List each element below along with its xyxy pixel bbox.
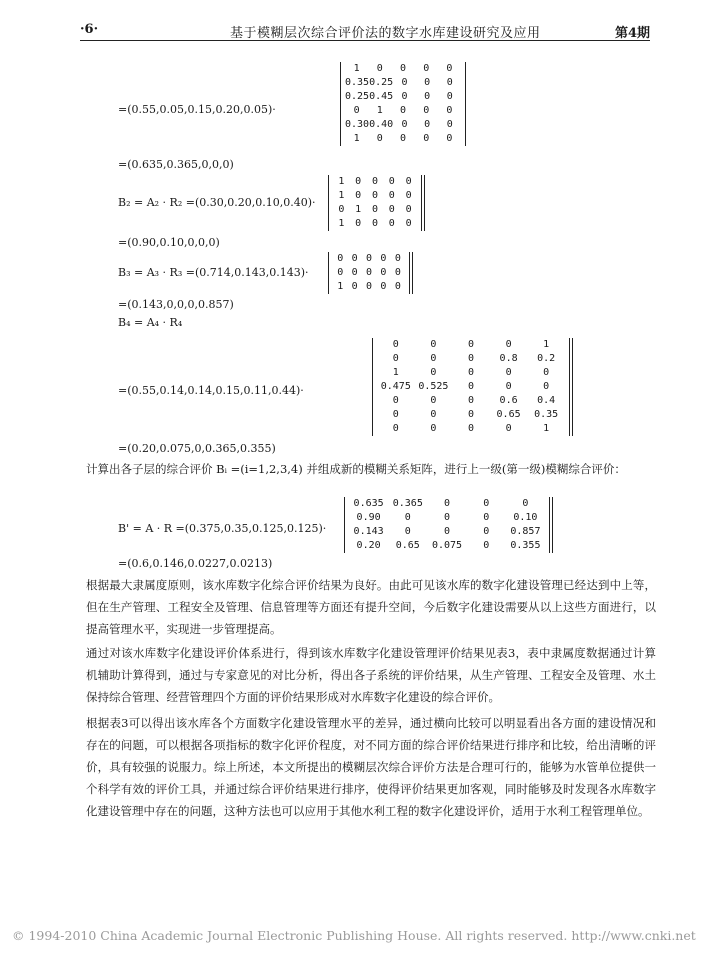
matrix-row — [329, 175, 421, 189]
matrix-cell: 0 — [430, 353, 437, 364]
matrix-row — [341, 76, 465, 90]
matrix-row — [373, 380, 569, 394]
matrix-cell: 0 — [543, 381, 550, 392]
matrix-cell: 0 — [467, 353, 474, 364]
issue-number: 第4期 — [614, 26, 650, 41]
matrix-cell: 1 — [338, 190, 345, 201]
matrix-row — [373, 366, 569, 380]
eq4-label: B₄ = A₄ · R₄ — [118, 316, 183, 329]
matrix-cell: 0.65 — [395, 540, 420, 551]
matrix-cell: 0.45 — [369, 91, 394, 102]
eq4-lhs: =(0.55,0.14,0.14,0.15,0.11,0.44)· — [118, 384, 304, 397]
matrix-cell: 0 — [467, 381, 474, 392]
matrix-cell: 0.4 — [537, 395, 556, 406]
matrix-cell: 0 — [446, 63, 453, 74]
matrix-cell: 0 — [337, 253, 344, 264]
matrix-cell: 0 — [430, 395, 437, 406]
matrix-cell: 0 — [351, 267, 358, 278]
matrix-cell: 0.25 — [369, 77, 394, 88]
matrix-cell: 0.65 — [496, 409, 521, 420]
paragraph-conclusion: 根据表3可以得出该水库各个方面数字化建设管理水平的差异，通过横向比较可以明显看出各方面的建设情况和存在的问题，可以根据各项指标的数字化评价程度，对不同方面的综合评价结果进行排序和比较，给出清晰的评价，具有较强的说服力。综上所述，本文所提出的模糊层次综合评价方法是合理可行的，能够为水管单位提供一个科学有效的评价工具，并通过综合评价结果进行排序，使得评价结果更加客观，同时能够及时发现各水库数字化建设管理中存在的问题，这种方法也可以应用于其他水利工程的数字化建设评价，适用于水利工程管理单位。 — [86, 716, 656, 818]
matrix-row — [329, 252, 409, 266]
matrix-cell: 1 — [353, 133, 360, 144]
matrix-cell: 0 — [430, 409, 437, 420]
matrix-cell: 0.90 — [356, 512, 381, 523]
matrix-cell: 0 — [355, 218, 362, 229]
matrix-cell: 0 — [388, 190, 395, 201]
matrix-cell: 0 — [430, 339, 437, 350]
eq1-result: =(0.635,0.365,0,0,0) — [118, 158, 234, 171]
matrix-cell: 0.857 — [510, 526, 541, 537]
matrix-cell: 0 — [380, 267, 387, 278]
matrix-cell: 0.35 — [345, 77, 370, 88]
matrix-cell: 0 — [394, 267, 401, 278]
matrix-cell: 0 — [392, 409, 399, 420]
matrix-cell: 0.10 — [513, 512, 538, 523]
matrix-row — [329, 189, 421, 203]
eq5-lhs: B' = A · R =(0.375,0.35,0.125,0.125)· — [118, 522, 327, 535]
matrix-cell: 0.30 — [345, 119, 370, 130]
matrix-cell: 0 — [401, 91, 408, 102]
matrix-row — [341, 104, 465, 118]
matrix-cell: 0 — [405, 176, 412, 187]
page-number: ·6· — [80, 22, 99, 37]
matrix-cell: 1 — [338, 218, 345, 229]
matrix-cell: 0 — [380, 253, 387, 264]
matrix-cell: 0 — [355, 176, 362, 187]
matrix-cell: 0 — [405, 190, 412, 201]
eq2-result: =(0.90,0.10,0,0,0) — [118, 236, 220, 249]
matrix-cell: 0 — [392, 395, 399, 406]
matrix-row — [341, 118, 465, 132]
matrix-cell: 0 — [446, 77, 453, 88]
matrix-cell: 0 — [371, 204, 378, 215]
matrix-cell: 0 — [399, 133, 407, 144]
matrix-cell: 0 — [338, 204, 345, 215]
matrix-cell: 0 — [446, 105, 453, 116]
matrix-cell: 0 — [483, 540, 490, 551]
running-header — [80, 22, 650, 41]
matrix-cell: 0.475 — [380, 381, 411, 392]
copyright-footer: © 1994-2010 China Academic Journal Electronic Publishing House. All rights reserved. http://www.cnki.net — [12, 928, 696, 943]
matrix-cell: 0 — [404, 526, 411, 537]
matrix-cell: 0 — [446, 133, 453, 144]
matrix-cell: 0 — [483, 498, 490, 509]
matrix-row — [329, 266, 409, 280]
matrix-cell: 0 — [351, 253, 358, 264]
matrix-cell: 0 — [392, 353, 399, 364]
matrix-cell: 1 — [543, 423, 550, 434]
matrix-cell: 0 — [522, 498, 529, 509]
matrix-cell: 0 — [446, 91, 453, 102]
matrix-row — [345, 497, 549, 511]
matrix-cell: 0 — [467, 339, 474, 350]
matrix-row — [345, 525, 549, 539]
matrix-cell: 0 — [388, 204, 395, 215]
matrix-cell: 0 — [380, 281, 387, 292]
matrix-cell: 0 — [423, 133, 430, 144]
matrix-cell: 0 — [401, 77, 408, 88]
matrix-cell: 0 — [388, 218, 395, 229]
matrix-cell: 0 — [443, 526, 451, 537]
matrix-cell: 0.6 — [499, 395, 518, 406]
matrix-cell: 0 — [543, 367, 550, 378]
eq3-matrix — [328, 252, 413, 294]
matrix-cell: 0.2 — [537, 353, 556, 364]
matrix-cell: 0 — [355, 190, 362, 201]
eq1-matrix — [340, 62, 466, 146]
matrix-cell: 0 — [505, 367, 512, 378]
matrix-cell: 0 — [467, 409, 474, 420]
matrix-row — [373, 352, 569, 366]
matrix-cell: 1 — [338, 176, 345, 187]
matrix-row — [345, 511, 549, 525]
matrix-cell: 0 — [388, 176, 395, 187]
matrix-cell: 0 — [392, 423, 399, 434]
matrix-cell: 0 — [371, 218, 378, 229]
text-second-level-intro: 计算出各子层的综合评价 Bᵢ =(i=1,2,3,4) 并组成新的模糊关系矩阵，进行上一级(第一级)模糊综合评价： — [86, 462, 626, 476]
matrix-row — [341, 132, 465, 146]
matrix-cell: 1 — [355, 204, 362, 215]
matrix-cell: 0.635 — [353, 498, 384, 509]
paragraph-evaluation-result: 根据最大隶属度原则，该水库数字化综合评价结果为良好。由此可见该水库的数字化建设管理已经达到中上等，但在生产管理、工程安全及管理、信息管理等方面还有提升空间，今后数字化建设需要从以上这些方面进行，以提高管理水平，实现进一步管理提高。 — [86, 578, 656, 636]
matrix-cell: 0.40 — [369, 119, 394, 130]
matrix-cell: 0 — [371, 176, 378, 187]
eq2-matrix — [328, 175, 425, 231]
matrix-cell: 0 — [423, 105, 430, 116]
paragraph-evaluation-method: 通过对该水库数字化建设评价体系进行，得到该水库数字化建设管理评价结果见表3，表中隶属度数据通过计算机辅助计算得到，通过与专家意见的对比分析，得出各子系统的评价结果，从生产管理、工程安全及管理、水土保持综合管理、经营管理四个方面的评价结果形成对水库数字化建设的综合评价。 — [86, 646, 656, 704]
matrix-cell: 0.143 — [353, 526, 384, 537]
matrix-cell: 0 — [399, 105, 407, 116]
matrix-row — [329, 280, 409, 294]
matrix-cell: 1 — [392, 367, 399, 378]
matrix-cell: 1 — [353, 63, 360, 74]
matrix-row — [329, 203, 421, 217]
eq3-result: =(0.143,0,0,0,0.857) — [118, 298, 234, 311]
matrix-cell: 0 — [392, 339, 399, 350]
matrix-cell: 0 — [405, 204, 412, 215]
matrix-cell: 0 — [405, 218, 412, 229]
matrix-row — [341, 62, 465, 76]
matrix-cell: 0 — [424, 91, 431, 102]
matrix-cell: 0 — [483, 526, 490, 537]
matrix-cell: 1 — [376, 105, 383, 116]
matrix-cell: 0.20 — [356, 540, 381, 551]
matrix-cell: 0 — [366, 267, 373, 278]
matrix-row — [341, 90, 465, 104]
matrix-cell: 0 — [505, 423, 512, 434]
matrix-cell: 0 — [404, 512, 411, 523]
matrix-cell: 0 — [371, 190, 378, 201]
matrix-row — [373, 394, 569, 408]
matrix-cell: 0 — [424, 119, 431, 130]
matrix-cell: 0 — [366, 253, 373, 264]
eq2-lhs: B₂ = A₂ · R₂ =(0.30,0.20,0.10,0.40)· — [118, 196, 316, 209]
eq3-lhs: B₃ = A₃ · R₃ =(0.714,0.143,0.143)· — [118, 266, 309, 279]
matrix-cell: 0 — [401, 119, 408, 130]
running-title: 基于模糊层次综合评价法的数字水库建设研究及应用 — [230, 26, 541, 41]
eq5-result: =(0.6,0.146,0.0227,0.0213) — [118, 557, 273, 570]
matrix-cell: 0 — [430, 423, 437, 434]
matrix-cell: 0.8 — [499, 353, 518, 364]
eq1-lhs: =(0.55,0.05,0.15,0.20,0.05)· — [118, 103, 276, 116]
matrix-row — [373, 408, 569, 422]
matrix-cell: 0 — [337, 267, 344, 278]
matrix-cell: 0 — [353, 105, 360, 116]
matrix-cell: 0 — [467, 423, 474, 434]
matrix-cell: 0.355 — [510, 540, 541, 551]
matrix-cell: 0 — [424, 77, 431, 88]
matrix-cell: 0 — [351, 281, 358, 292]
matrix-cell: 0 — [376, 133, 383, 144]
matrix-cell: 0.35 — [534, 409, 559, 420]
matrix-row — [345, 539, 549, 553]
matrix-cell: 0 — [483, 512, 490, 523]
matrix-cell: 0 — [505, 381, 512, 392]
eq4-matrix — [372, 338, 573, 436]
matrix-cell: 0 — [467, 395, 474, 406]
eq5-matrix — [344, 497, 553, 553]
matrix-cell: 1 — [337, 281, 344, 292]
matrix-cell: 0 — [443, 498, 451, 509]
matrix-cell: 1 — [543, 339, 550, 350]
matrix-cell: 0.525 — [418, 381, 449, 392]
matrix-row — [373, 422, 569, 436]
matrix-cell: 0.365 — [392, 498, 423, 509]
matrix-cell: 0 — [376, 63, 383, 74]
matrix-row — [329, 217, 421, 231]
matrix-cell: 0 — [394, 281, 401, 292]
eq4-result: =(0.20,0.075,0,0.365,0.355) — [118, 442, 276, 455]
matrix-cell: 0 — [443, 512, 451, 523]
matrix-row — [373, 338, 569, 352]
matrix-cell: 0 — [399, 63, 407, 74]
matrix-cell: 0 — [366, 281, 373, 292]
matrix-cell: 0.25 — [345, 91, 370, 102]
matrix-cell: 0 — [446, 119, 453, 130]
matrix-cell: 0 — [505, 339, 512, 350]
matrix-cell: 0 — [430, 367, 437, 378]
matrix-cell: 0 — [423, 63, 430, 74]
matrix-cell: 0 — [394, 253, 401, 264]
matrix-cell: 0 — [467, 367, 474, 378]
matrix-cell: 0.075 — [431, 540, 463, 551]
